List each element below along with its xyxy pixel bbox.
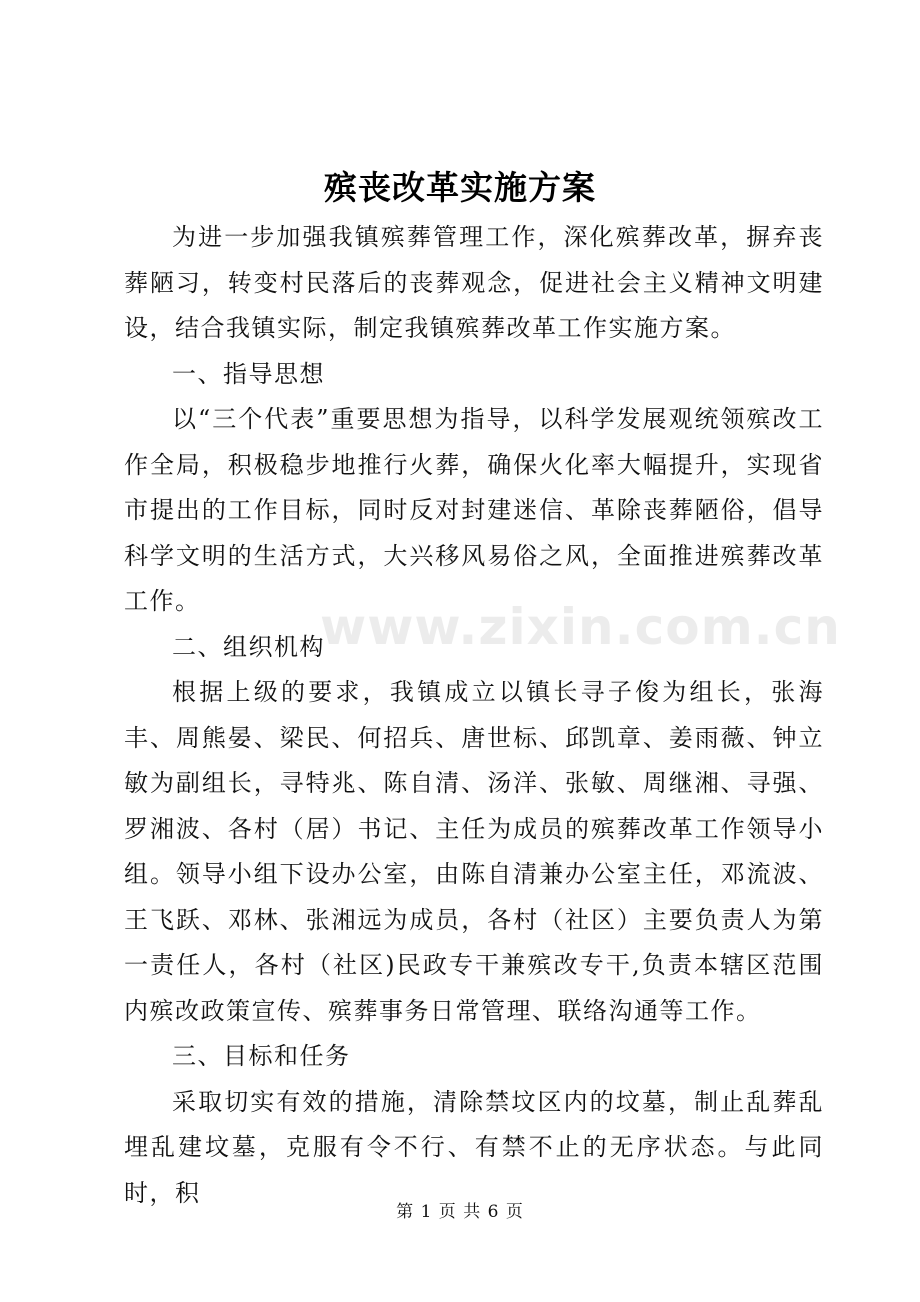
paragraph-intro: 为进一步加强我镇殡葬管理工作，深化殡葬改革，摒弃丧葬陋习，转变村民落后的丧葬观念，促进社会主义精神文明建设，结合我镇实际，制定我镇殡葬改革工作实施方案。	[124, 223, 824, 342]
section-heading-goals-tasks: 三、目标和任务	[172, 1042, 351, 1070]
page-footer: 第 1 页 共 6 页	[396, 1202, 524, 1222]
section-heading-guiding-ideology: 一、指导思想	[172, 359, 325, 388]
document-title: 殡丧改革实施方案	[324, 168, 596, 207]
paragraph-goals-tasks: 采取切实有效的措施，清除禁坟区内的坟墓，制止乱葬乱埋乱建坟墓，克服有令不行、有禁不止的无序状态。与此同时，积	[124, 1087, 824, 1207]
paragraph-organization: 根据上级的要求，我镇成立以镇长寻子俊为组长，张海丰、周熊晏、梁民、何招兵、唐世标、邱凯章、姜雨薇、钟立敏为副组长，寻特兆、陈自清、汤洋、张敏、周继湘、寻强、罗湘波、各村（居）书记、主任为成员的殡葬改革工作领导小组。领导小组下设办公室，由陈自清兼办公室主任，邓流波、王飞跃、邓林、张湘远为成员，各村（社区）主要负责人为第一责任人，各村（社区)民政专干兼殡改专干,负责本辖区范围内殡改政策宣传、殡葬事务日常管理、联络沟通等工作。	[124, 678, 824, 1025]
paragraph-guiding-ideology: 以“三个代表”重要思想为指导，以科学发展观统领殡改工作全局，积极稳步地推行火葬，确保火化率大幅提升，实现省市提出的工作目标，同时反对封建迷信、革除丧葬陋俗，倡导科学文明的生活方式，大兴移风易俗之风，全面推进殡葬改革工作。	[124, 405, 824, 615]
watermark: www.zixin.com.cn	[320, 598, 841, 656]
section-heading-organization: 二、组织机构	[172, 632, 325, 661]
document-body	[124, 215, 824, 1216]
